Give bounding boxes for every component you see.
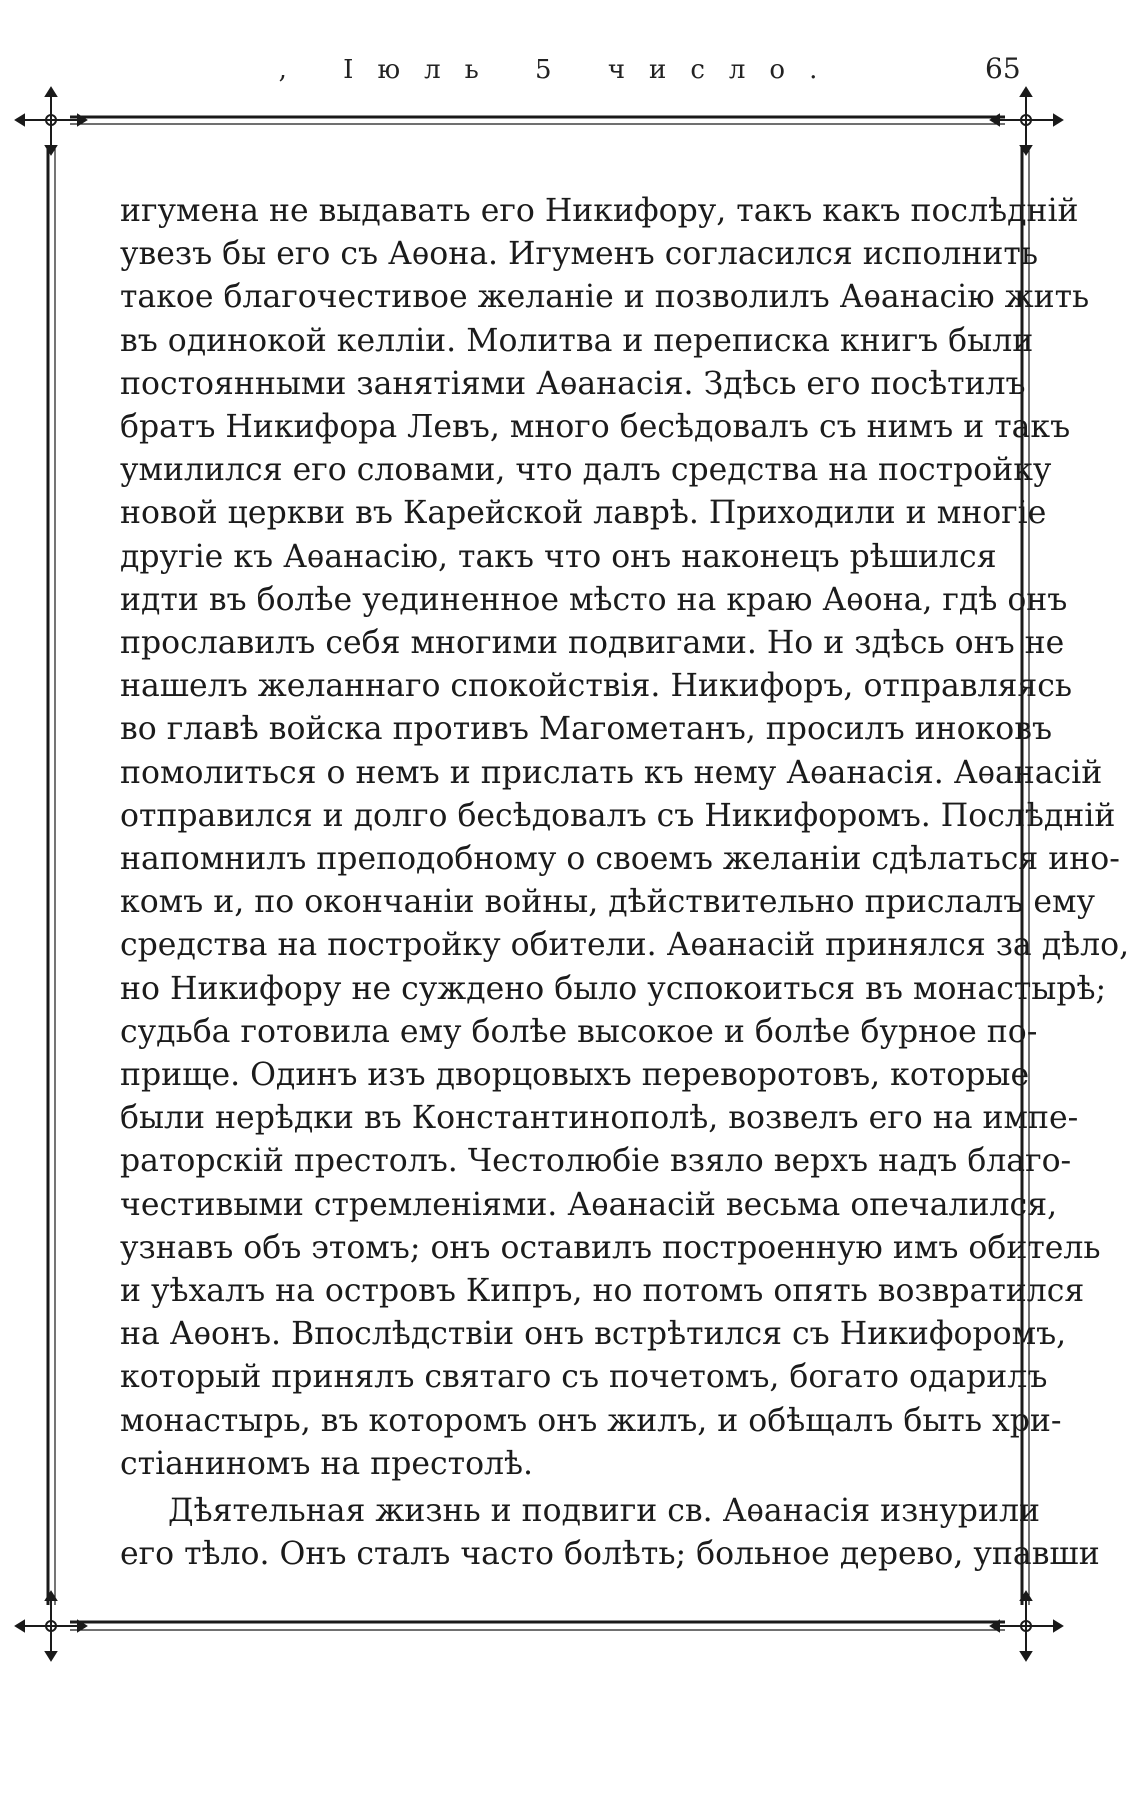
- running-title: , Іюль 5 число.: [278, 55, 842, 85]
- text-line: прославилъ себя многими подвигами. Но и здѣсь онъ не: [120, 625, 1065, 662]
- text-line: судьба готовила ему болѣе высокое и болѣе бурное по-: [120, 1013, 1038, 1050]
- text-line: прище. Одинъ изъ дворцовыхъ переворотовъ, которые: [120, 1057, 1030, 1094]
- text-line: во главѣ войска противъ Магометанъ, просилъ иноковъ: [120, 711, 1053, 748]
- text-line: раторскій престолъ. Честолюбіе взяло верхъ надъ благо-: [120, 1143, 1072, 1180]
- text-line: идти въ болѣе уединенное мѣсто на краю Аѳона, гдѣ онъ: [120, 581, 1068, 618]
- text-line: увезъ бы его съ Аѳона. Игуменъ согласился исполнить: [120, 236, 1038, 273]
- body-text: [120, 190, 1130, 1577]
- paragraph-2: [120, 1490, 1100, 1576]
- corner-ornament-bottom-right: [991, 1592, 1062, 1660]
- text-line: новой церкви въ Карейской лаврѣ. Приходили и многіе: [120, 495, 1047, 532]
- page-number: 65: [985, 52, 1021, 85]
- text-line: такое благочестивое желаніе и позволилъ Аѳанасію жить: [120, 279, 1090, 316]
- text-line: нашелъ желаннаго спокойствія. Никифоръ, отправляясь: [120, 668, 1073, 705]
- text-line: средства на постройку обители. Аѳанасій принялся за дѣло,: [120, 927, 1130, 964]
- text-line: другіе къ Аѳанасію, такъ что онъ наконецъ рѣшился: [120, 538, 997, 575]
- text-line: помолиться о немъ и прислать къ нему Аѳанасія. Аѳанасій: [120, 754, 1103, 791]
- text-line: умилился его словами, что далъ средства на постройку: [120, 452, 1052, 489]
- text-line: Дѣятельная жизнь и подвиги св. Аѳанасія изнурили: [168, 1493, 1040, 1530]
- text-line: и уѣхалъ на островъ Кипръ, но потомъ опять возвратился: [120, 1273, 1085, 1310]
- corner-ornament-top-left: [16, 88, 86, 154]
- text-line: стіаниномъ на престолѣ.: [120, 1445, 534, 1482]
- text-line: братъ Никифора Левъ, много бесѣдовалъ съ нимъ и такъ: [120, 409, 1071, 446]
- text-line: монастырь, въ которомъ онъ жилъ, и обѣщалъ быть хри-: [120, 1402, 1062, 1439]
- text-line: игумена не выдавать его Никифору, такъ какъ послѣдній: [120, 193, 1079, 229]
- corner-ornament-bottom-left: [16, 1592, 86, 1660]
- text-line: комъ и, по окончаніи войны, дѣйствительно прислалъ ему: [120, 884, 1095, 921]
- corner-ornament-top-right: [991, 88, 1062, 154]
- text-line: узнавъ объ этомъ; онъ оставилъ построенную имъ обитель: [120, 1229, 1101, 1266]
- text-line: отправился и долго бесѣдовалъ съ Никифоромъ. Послѣдній: [120, 797, 1116, 834]
- text-line: напомнилъ преподобному о своемъ желаніи сдѣлаться ино-: [120, 841, 1120, 878]
- text-line: постоянными занятіями Аѳанасія. Здѣсь его посѣтилъ: [120, 365, 1026, 402]
- text-line: въ одинокой келліи. Молитва и переписка книгъ были: [120, 322, 1034, 359]
- text-line: который принялъ святаго съ почетомъ, богато одарилъ: [120, 1359, 1048, 1396]
- text-line: на Аѳонъ. Впослѣдствіи онъ встрѣтился съ Никифоромъ,: [120, 1316, 1067, 1353]
- text-line: но Никифору не суждено было успокоиться въ монастырѣ;: [120, 970, 1107, 1007]
- text-line: честивыми стремленіями. Аѳанасій весьма опечалился,: [120, 1186, 1058, 1223]
- text-line: были нерѣдки въ Константинополѣ, возвелъ его на импе-: [120, 1100, 1079, 1137]
- paragraph-1: [120, 190, 1130, 1486]
- text-line: его тѣло. Онъ сталъ часто болѣть; больное дерево, упавши: [120, 1536, 1100, 1573]
